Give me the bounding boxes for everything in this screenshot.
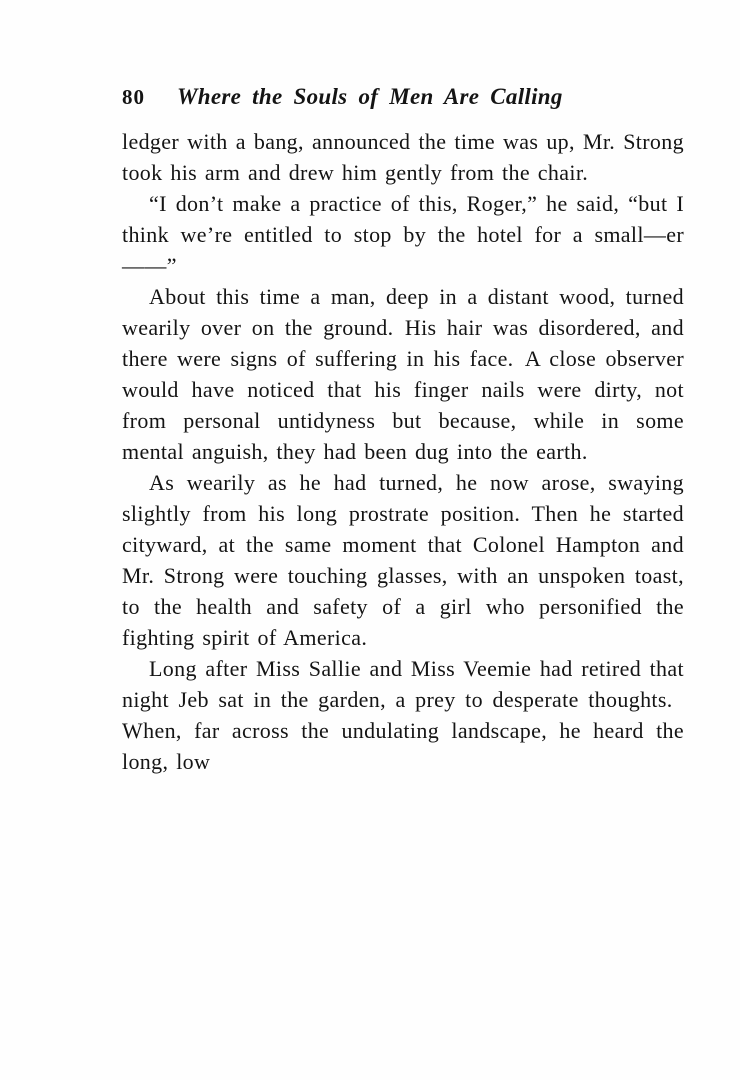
paragraph: As wearily as he had turned, he now arose, swaying slightly from his long prostrate position. Then he started cityward, at the same moment that Colonel Hampton and Mr. Strong were touching glasses, with an unspoken toast, to the health and safety of a girl who personified the fighting spirit of America. — [122, 470, 684, 650]
paragraph: ledger with a bang, announced the time was up, Mr. Strong took his arm and drew him gently from the chair. — [122, 129, 684, 185]
paragraph: About this time a man, deep in a distant wood, turned wearily over on the ground. His hair was disordered, and there were signs of suffering in his face. A close observer would have noticed that his finger nails were dirty, not from personal untidyness but because, while in some mental anguish, they had been dug into the earth. — [122, 284, 684, 464]
page-body — [122, 126, 684, 777]
running-title: Where the Souls of Men Are Calling — [177, 84, 563, 109]
paragraph: “I don’t make a practice of this, Roger,” he said, “but I think we’re entitled to stop by the hotel for a small—er——” — [122, 191, 684, 278]
page-number: 80 — [122, 85, 145, 109]
page-header — [122, 84, 684, 110]
paragraph: Long after Miss Sallie and Miss Veemie had retired that night Jeb sat in the garden, a prey to desperate thoughts. When, far across the undulating landscape, he heard the long, low — [122, 656, 684, 774]
